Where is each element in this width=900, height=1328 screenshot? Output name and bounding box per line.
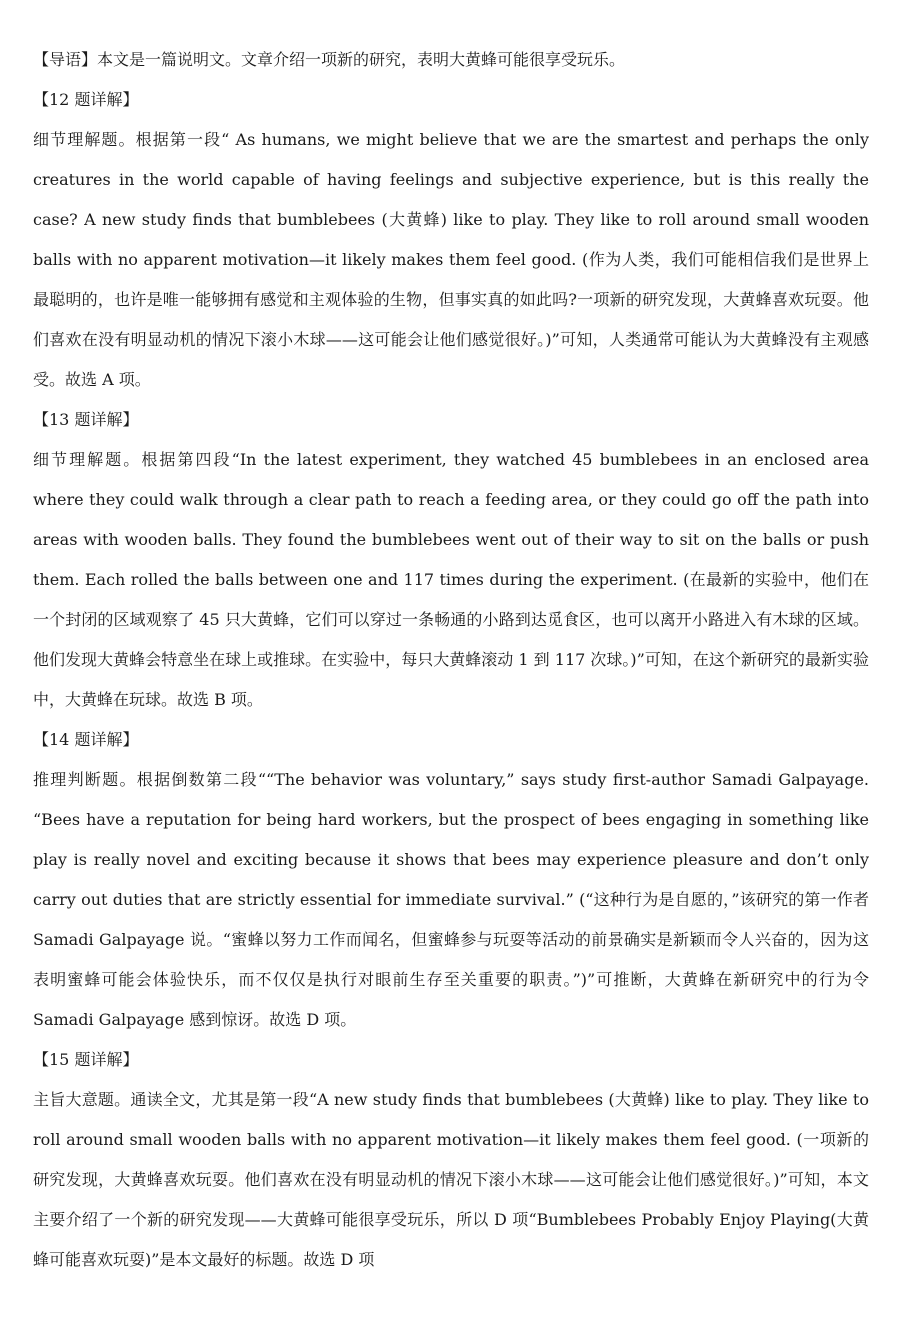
section-heading: 【12 题详解】 — [33, 90, 139, 109]
section-heading: 【13 题详解】 — [33, 410, 139, 429]
section-body: 细节理解题。根据第一段“ As humans, we might believe that we are the smartest and perhaps the only creatures in the world capable of having feelings and subjective experience, but is this really the case? A new study finds that bumblebees (大黄蜂) like to play. They like to roll around small wooden balls with no apparent motivation—it likely makes them feel good. (作为人类，我们可能相信我们是世界上最聪明的，也许是唯一能够拥有感觉和主观体验的生物，但事实真的如此吗?一项新的研究发现，大黄蜂喜欢玩耍。他们喜欢在没有明显动机的情况下滚小木球——这可能会让他们感觉很好。)”可知，人类通常可能认为大黄蜂没有主观感受。故选 A 项。 — [33, 130, 869, 389]
section-body: 细节理解题。根据第四段“In the latest experiment, they watched 45 bumblebees in an enclosed area where they could walk through a clear path to reach a feeding area, or they could go off the path into areas with wooden balls. They found the bumblebees went out of their way to sit on the balls or push them. Each rolled the balls between one and 117 times during the experiment. (在最新的实验中，他们在一个封闭的区域观察了 45 只大黄蜂，它们可以穿过一条畅通的小路到达觅食区，也可以离开小路进入有木球的区域。他们发现大黄蜂会特意坐在球上或推球。在实验中，每只大黄蜂滚动 1 到 117 次球。)”可知，在这个新研究的最新实验中，大黄蜂在玩球。故选 B 项。 — [33, 450, 869, 709]
section-heading: 【15 题详解】 — [33, 1050, 139, 1069]
section-q13 — [33, 400, 869, 720]
document-page — [33, 40, 869, 1280]
section-q14 — [33, 720, 869, 1040]
section-body: 主旨大意题。通读全文，尤其是第一段“A new study finds that bumblebees (大黄蜂) like to play. They like to roll around small wooden balls with no apparent motivation—it likely makes them feel good. (一项新的研究发现，大黄蜂喜欢玩耍。他们喜欢在没有明显动机的情况下滚小木球——这可能会让他们感觉很好。)”可知，本文主要介绍了一个新的研究发现——大黄蜂可能很享受玩乐，所以 D 项“Bumblebees Probably Enjoy Playing(大黄蜂可能喜欢玩耍)”是本文最好的标题。故选 D 项 — [33, 1090, 869, 1269]
section-q12 — [33, 80, 869, 400]
intro-paragraph: 【导语】本文是一篇说明文。文章介绍一项新的研究，表明大黄蜂可能很享受玩乐。 — [33, 50, 626, 69]
section-heading: 【14 题详解】 — [33, 730, 139, 749]
section-q15 — [33, 1040, 869, 1280]
section-body: 推理判断题。根据倒数第二段““The behavior was voluntary,” says study first-author Samadi Galpayage. “Bees have a reputation for being hard workers, but the prospect of bees engaging in something like play is really novel and exciting because it shows that bees may experience pleasure and don’t only carry out duties that are strictly essential for immediate survival.” (“这种行为是自愿的，”该研究的第一作者 Samadi Galpayage 说。“蜜蜂以努力工作而闻名，但蜜蜂参与玩耍等活动的前景确实是新颖而令人兴奋的，因为这表明蜜蜂可能会体验快乐，而不仅仅是执行对眼前生存至关重要的职责。”)”可推断，大黄蜂在新研究中的行为令 Samadi Galpayage 感到惊讶。故选 D 项。 — [33, 770, 869, 1029]
